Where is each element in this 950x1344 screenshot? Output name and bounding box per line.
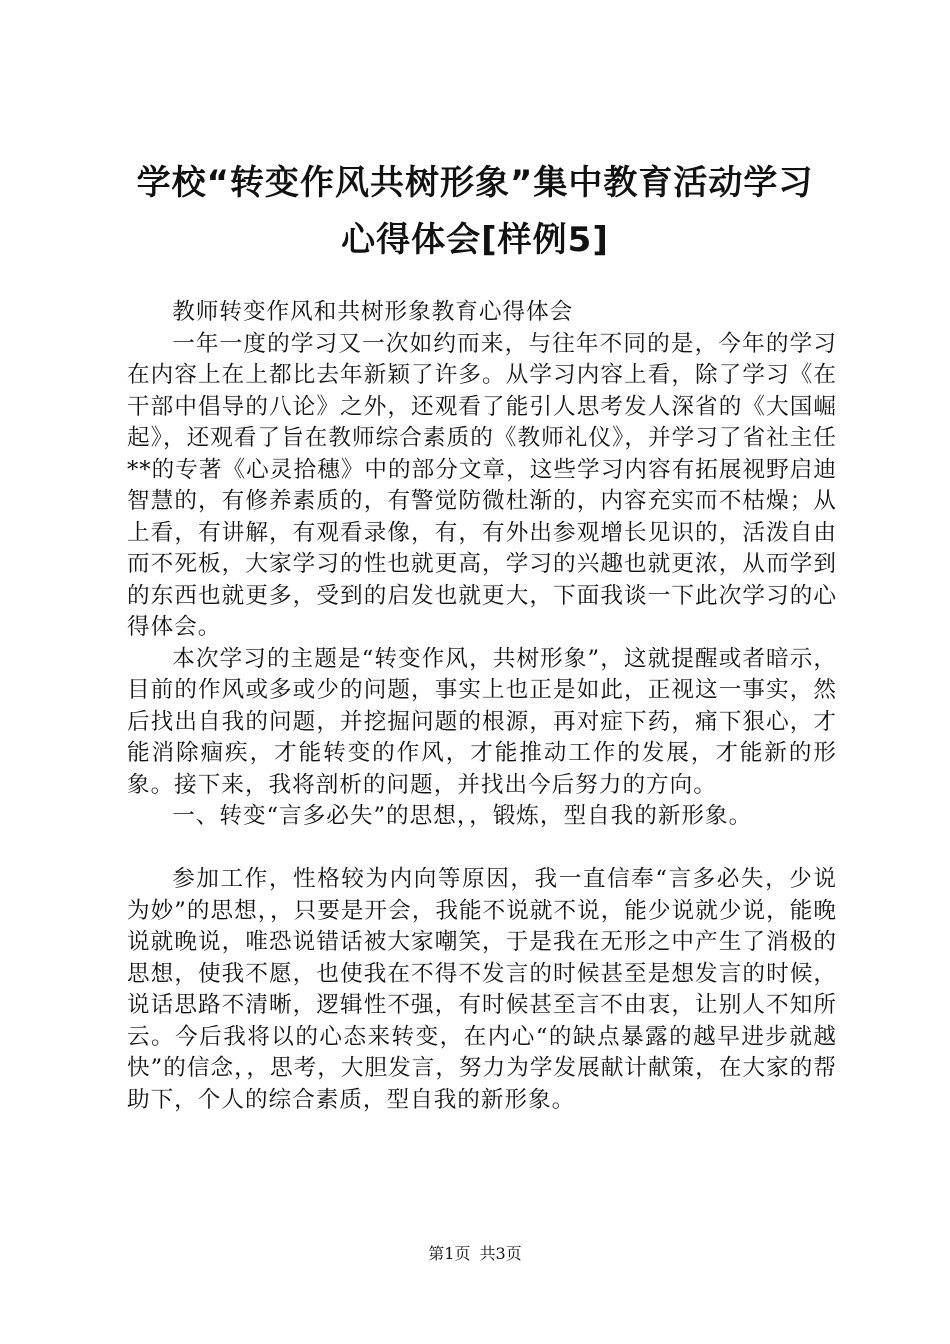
paragraph-spacer — [127, 833, 837, 865]
page-number: 第1页 — [428, 1244, 471, 1263]
document-title-line-2: 心得体会[样例5] — [341, 220, 609, 260]
paragraph-subtitle: 教师转变作风和共树形象教育心得体会 — [172, 299, 574, 325]
paragraph-1: 一年一度的学习又一次如约而来，与往年不同的是，今年的学习在内容上在上都比去年新颖了许多。从学习内容上看，除了学习《在干部中倡导的八论》之外，还观看了能引人思考发人深省的《大国崛起》，还观看了旨在教师综合素质的《教师礼仪》，并学习了省社主任**的专著《心灵拾穗》中的部分文章，这些学习内容有拓展视野启迪智慧的，有修养素质的，有警觉防微杜渐的，内容充实而不枯燥；从上看，有讲解，有观看录像，有，有外出参观增长见识的，活泼自由而不死板，大家学习的性也就更高，学习的兴趣也就更浓，从而学到的东西也就更多，受到的启发也就更大，下面我谈一下此次学习的心得体会。 — [127, 330, 837, 640]
document-body — [127, 297, 837, 1116]
paragraph-2: 本次学习的主题是“转变作风，共树形象”，这就提醒或者暗示，目前的作风或多或少的问题，事实上也正是如此，正视这一事实，然后找出自我的问题，并挖掘问题的根源，再对症下药，痛下狠心，才能消除痼疾，才能转变的作风，才能推动工作的发展，才能新的形象。接下来，我将剖析的问题，并找出今后努力的方向。 — [127, 645, 837, 798]
page-footer — [0, 1244, 950, 1264]
paragraph-3: 参加工作，性格较为内向等原因，我一直信奉“言多必失，少说为妙”的思想，，只要是开会，我能不说就不说，能少说就少说，能晚说就晚说，唯恐说错话被大家嘲笑，于是我在无形之中产生了消极的思想，使我不愿，也使我在不得不发言的时候甚至是想发言的时候，说话思路不清晰，逻辑性不强，有时候甚至言不由衷，让别人不知所云。今后我将以的心态来转变，在内心“的缺点暴露的越早进步就越快”的信念，，思考，大胆发言，努力为学发展献计献策，在大家的帮助下，个人的综合素质，型自我的新形象。 — [127, 866, 837, 1113]
page-total: 共3页 — [479, 1244, 522, 1263]
document-title-line-1: 学校“转变作风共树形象”集中教育活动学习 — [136, 163, 814, 203]
paragraph-heading-1: 一、转变“言多必失”的思想，，锻炼，型自我的新形象。 — [172, 803, 753, 829]
